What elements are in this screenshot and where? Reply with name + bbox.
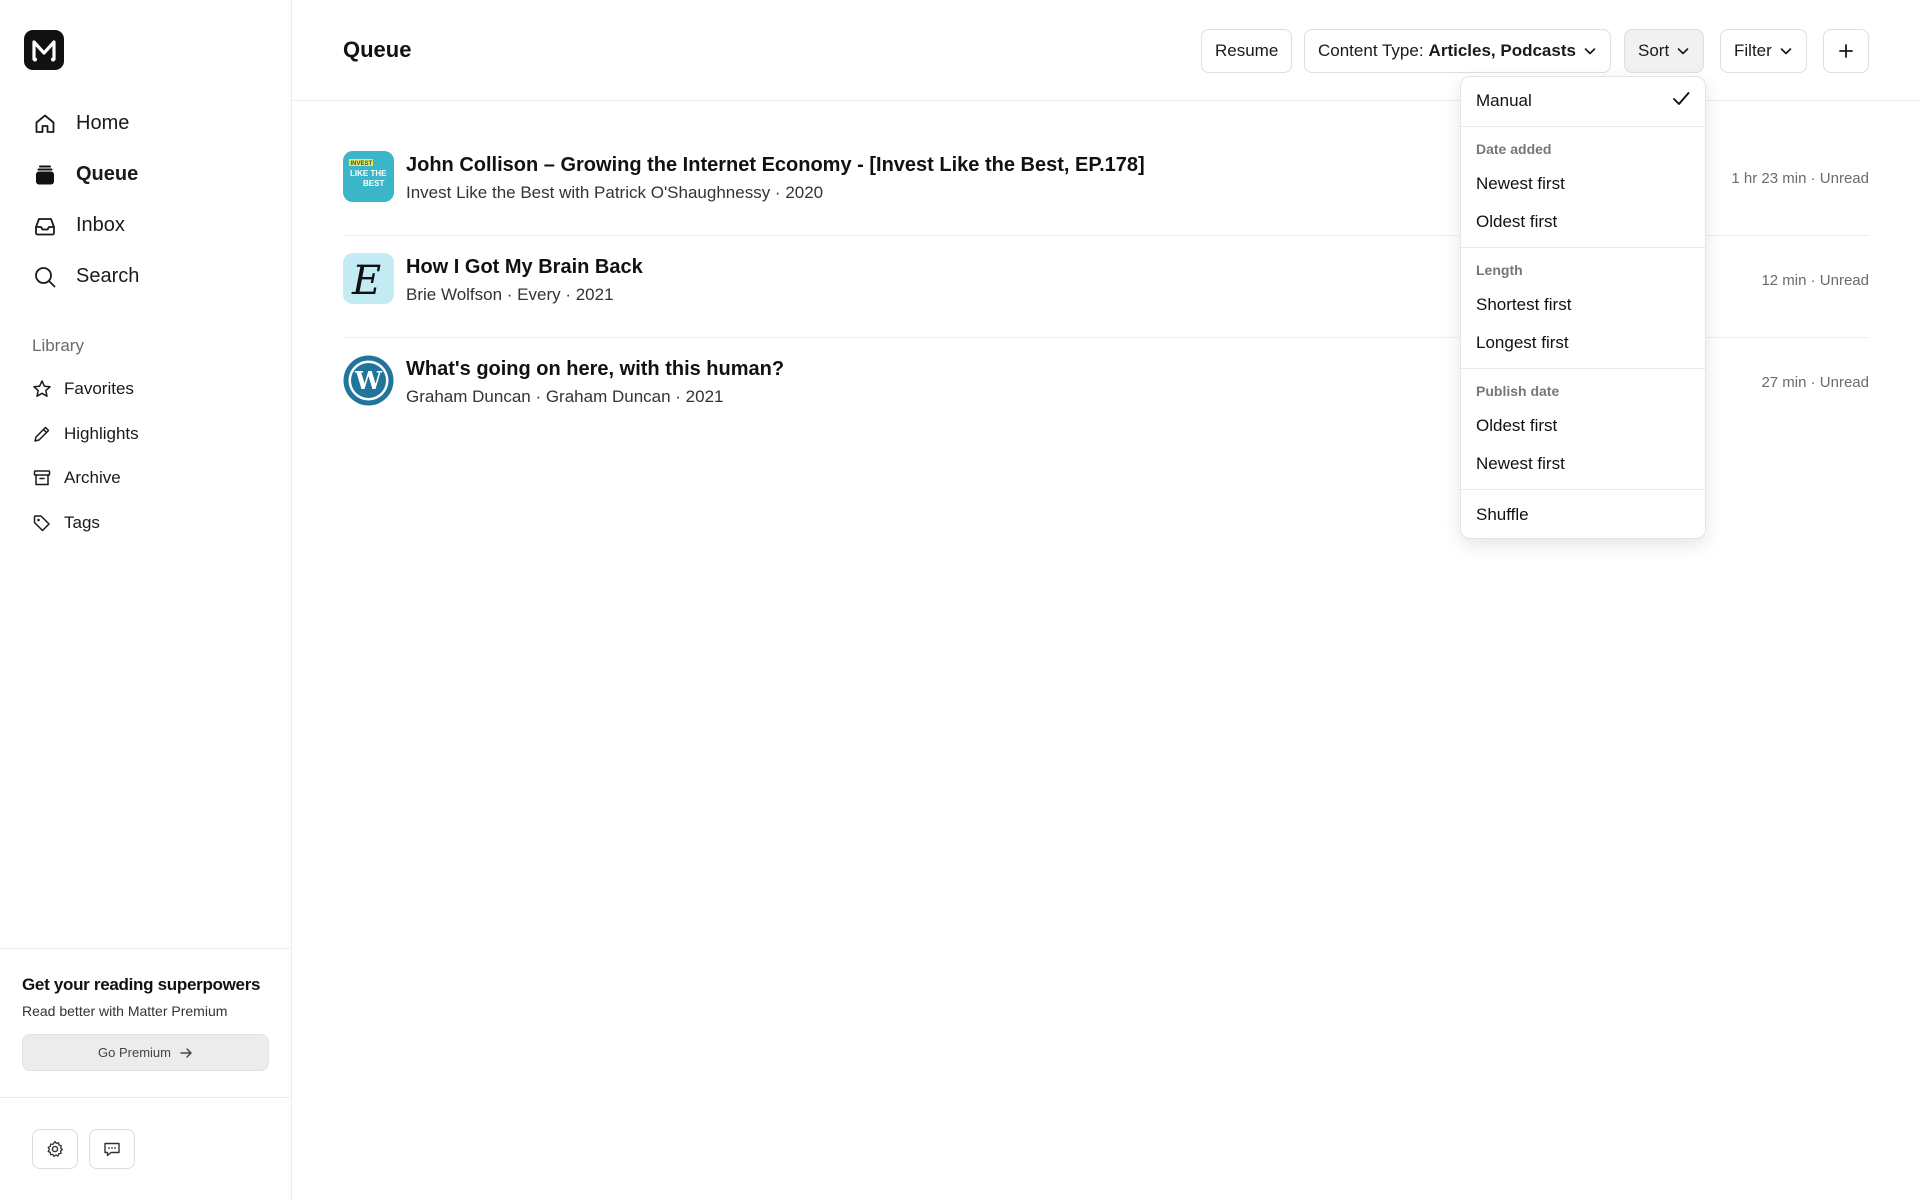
sort-section-heading: Date added: [1476, 141, 1552, 157]
filter-label: Filter: [1734, 41, 1772, 60]
sort-dropdown[interactable]: [1624, 29, 1704, 73]
search-icon: [32, 264, 58, 290]
thumb-text: BEST: [363, 179, 385, 188]
sort-option-label: Shuffle: [1476, 505, 1529, 524]
sort-option-label: Longest first: [1476, 333, 1569, 352]
library-nav: [24, 367, 272, 545]
nav-item-search[interactable]: [24, 251, 272, 302]
nav-item-label: Inbox: [76, 214, 125, 236]
sort-option-label: Oldest first: [1476, 212, 1558, 231]
queue-icon: [32, 162, 58, 188]
premium-promo: [0, 948, 291, 1098]
primary-nav: [24, 98, 272, 302]
library-heading: Library: [32, 336, 84, 355]
plus-icon: [1838, 43, 1854, 59]
go-premium-label: Go Premium: [98, 1045, 171, 1060]
sort-option-label: Newest first: [1476, 174, 1565, 193]
sort-option-publish-oldest[interactable]: [1461, 408, 1705, 444]
sort-option-date-added-newest[interactable]: [1461, 166, 1705, 202]
sort-option-length-longest[interactable]: [1461, 325, 1705, 361]
promo-title: Get your reading superpowers: [22, 975, 261, 994]
item-subtitle: Brie Wolfson · Every · 2021: [406, 285, 614, 304]
content-type-value: Articles, Podcasts: [1428, 41, 1576, 60]
home-icon: [32, 111, 58, 137]
library-item-label: Favorites: [64, 379, 134, 399]
chevron-down-icon: [1583, 44, 1597, 58]
library-item-favorites[interactable]: [24, 367, 272, 412]
matter-logo[interactable]: [24, 30, 64, 70]
star-icon: [32, 379, 52, 399]
library-item-label: Tags: [64, 512, 100, 532]
wordpress-logo-thumbnail: [343, 355, 394, 406]
filter-dropdown[interactable]: [1720, 29, 1807, 73]
podcast-cover-thumbnail: [343, 151, 394, 202]
sort-option-manual[interactable]: [1461, 83, 1705, 119]
go-premium-button[interactable]: [22, 1034, 269, 1071]
chevron-down-icon: [1676, 44, 1690, 58]
item-title: How I Got My Brain Back: [406, 256, 643, 278]
add-item-button[interactable]: [1823, 29, 1869, 73]
pen-icon: [32, 424, 52, 444]
library-item-tags[interactable]: [24, 501, 272, 546]
inbox-icon: [32, 213, 58, 239]
sort-option-label: Shortest first: [1476, 295, 1572, 314]
archive-icon: [32, 468, 52, 488]
thumb-text: W: [355, 366, 382, 395]
item-subtitle: Invest Like the Best with Patrick O'Shaughnessy · 2020: [406, 183, 824, 202]
sort-option-length-shortest[interactable]: [1461, 287, 1705, 323]
every-logo-thumbnail: [343, 253, 394, 304]
resume-label: Resume: [1215, 41, 1279, 60]
sort-option-label: Oldest first: [1476, 416, 1558, 435]
sort-option-shuffle[interactable]: [1461, 497, 1705, 533]
menu-divider: [1461, 247, 1705, 248]
sort-option-label: Manual: [1476, 91, 1532, 110]
sidebar: [0, 0, 292, 1200]
settings-button[interactable]: [32, 1129, 78, 1169]
item-meta: 27 min · Unread: [1761, 374, 1869, 391]
chat-icon: [102, 1139, 122, 1159]
item-title: What's going on here, with this human?: [406, 358, 785, 380]
library-item-label: Archive: [64, 468, 121, 488]
sort-option-publish-newest[interactable]: [1461, 446, 1705, 482]
promo-subtitle: Read better with Matter Premium: [22, 1003, 228, 1019]
resume-button[interactable]: [1201, 29, 1292, 73]
sort-option-label: Newest first: [1476, 454, 1565, 473]
nav-item-label: Search: [76, 265, 140, 287]
logo-m-icon: [30, 36, 58, 64]
sort-section-heading: Length: [1476, 262, 1523, 278]
library-item-highlights[interactable]: [24, 412, 272, 457]
nav-item-label: Queue: [76, 163, 139, 185]
arrow-right-icon: [179, 1046, 193, 1060]
checkmark-icon: [1671, 89, 1691, 114]
item-subtitle: Graham Duncan · Graham Duncan · 2021: [406, 387, 724, 406]
thumb-text: INVEST: [350, 161, 373, 167]
library-item-archive[interactable]: [24, 456, 272, 501]
nav-item-queue[interactable]: [24, 149, 272, 200]
feedback-button[interactable]: [89, 1129, 135, 1169]
sort-section-heading: Publish date: [1476, 383, 1560, 399]
sort-label: Sort: [1638, 41, 1670, 60]
sort-menu: [1460, 76, 1706, 539]
library-item-label: Highlights: [64, 423, 139, 443]
menu-divider: [1461, 126, 1705, 127]
thumb-text: LIKE THE: [350, 169, 387, 178]
menu-divider: [1461, 368, 1705, 369]
tag-icon: [32, 513, 52, 533]
sort-option-date-added-oldest[interactable]: [1461, 204, 1705, 240]
content-type-label: Content Type:: [1318, 41, 1424, 60]
chevron-down-icon: [1779, 44, 1793, 58]
page-title: Queue: [343, 37, 412, 62]
item-meta: 1 hr 23 min · Unread: [1731, 170, 1869, 187]
item-meta: 12 min · Unread: [1761, 272, 1869, 289]
content-type-dropdown[interactable]: [1304, 29, 1611, 73]
menu-divider: [1461, 489, 1705, 490]
gear-icon: [45, 1139, 65, 1159]
nav-item-label: Home: [76, 112, 130, 134]
thumb-text: E: [352, 258, 382, 304]
nav-item-inbox[interactable]: [24, 200, 272, 251]
item-title: John Collison – Growing the Internet Economy - [Invest Like the Best, EP.178]: [406, 154, 1145, 176]
nav-item-home[interactable]: [24, 98, 272, 149]
